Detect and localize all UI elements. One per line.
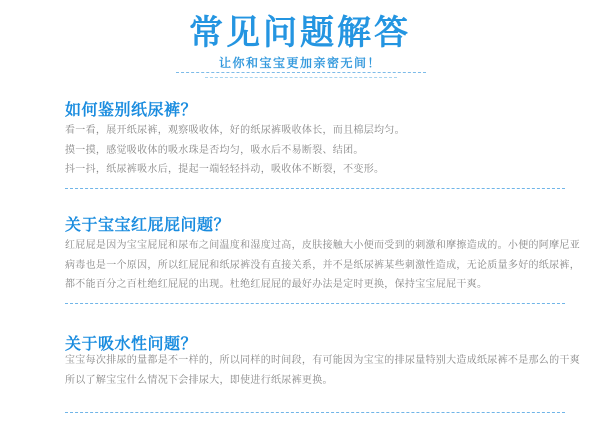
section-heading-identify-diapers: 如何鉴别纸尿裤？ [65,102,198,119]
body-text-line: 所以了解宝宝什么情况下会排尿大，即使进行纸尿裤更换。 [65,374,333,386]
page-subtitle: 让你和宝宝更加亲密无间！ [218,56,381,70]
body-text-line: 都不能百分之百杜绝红屁屁的出现。杜绝红屁屁的最好办法是定时更换，保持宝宝屁屁干爽。 [65,279,488,290]
page-title: 常见问题解答 [189,14,411,52]
dashed-divider [65,303,565,304]
section-body-red-bottom [65,236,580,295]
body-text-line: 宝宝每次排尿的量都是不一样的，所以同样的时间段，有可能因为宝宝的排尿量特别大造成纸尿裤不是那么的干爽 [65,355,580,366]
body-text-line: 摸一摸，感觉吸收体的吸水珠是否均匀，吸水后不易断裂、结团。 [65,144,364,156]
section-body-absorbency [65,351,580,390]
dashed-divider [65,412,565,413]
body-text-line: 抖一抖，纸尿裤吸水后，提起一端轻轻抖动，吸收体不断裂，不变形。 [65,164,385,175]
body-text-line: 红屁屁是因为宝宝屁屁和尿布之间温度和湿度过高，皮肤接触大小便而受到的刺激和摩擦造成的。小便的阿摩尼亚 [65,240,580,251]
subtitle-dashed-underline [176,72,426,73]
dashed-divider [65,188,565,189]
section-body-identify-diapers [65,121,405,180]
body-text-line: 病毒也是一个原因，所以红屁屁和纸尿裤没有直接关系，并不是纸尿裤某些刺激性造成，无论质量多好的纸尿裤， [65,259,580,271]
subtitle-dashed-underline-short [205,77,397,78]
section-heading-absorbency: 关于吸水性问题？ [65,336,198,353]
body-text-line: 看一看，展开纸尿裤，观察吸收体，好的纸尿裤吸收体长，而且棉层均匀。 [65,125,405,136]
section-heading-red-bottom: 关于宝宝红屁屁问题？ [65,217,231,234]
